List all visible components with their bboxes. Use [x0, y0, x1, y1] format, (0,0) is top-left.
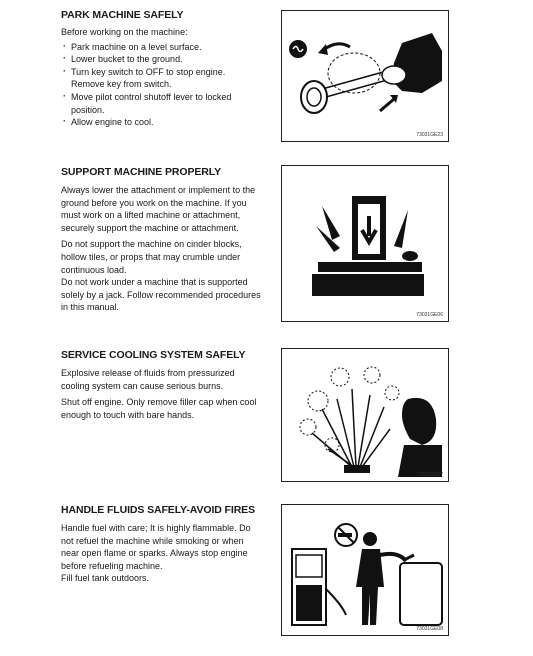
no-smoking-icon	[335, 524, 357, 546]
bullet-list	[61, 41, 261, 129]
figure-code: 73031GE23	[416, 132, 443, 138]
steam-burn-icon	[282, 349, 448, 481]
figure-cooling-system	[281, 348, 449, 482]
paragraph: Do not support the machine on cinder blocks, hollow tiles, or props that may crumble under continuous load.	[61, 239, 242, 275]
section-title: SUPPORT MACHINE PROPERLY	[61, 166, 221, 178]
bullet-item: · Allow engine to cool.	[61, 116, 261, 129]
bullet-item: · Move pilot control shutoff lever to locked position.	[61, 91, 261, 116]
figure-code: 73031GE08	[416, 626, 443, 632]
figure-code: 73031GE07	[416, 472, 443, 478]
section-title: PARK MACHINE SAFELY	[61, 9, 184, 21]
section-body	[61, 522, 261, 585]
figure-code: 73031GE06	[416, 312, 443, 318]
intro-text: Before working on the machine:	[61, 27, 188, 37]
bullet-item: · Park machine on a level surface.	[61, 41, 261, 54]
paragraph: Do not work under a machine that is supported solely by a jack. Follow recommended procedures in this manual.	[61, 277, 261, 313]
paragraph: Explosive release of fluids from pressurized cooling system can cause serious burns.	[61, 368, 235, 391]
section-title: HANDLE FLUIDS SAFELY-AVOID FIRES	[61, 504, 255, 516]
section-body	[61, 184, 261, 314]
paragraph: Fill fuel tank outdoors.	[61, 573, 150, 584]
crushed-hand-icon	[282, 166, 448, 321]
bullet-item: · Turn key switch to OFF to stop engine. Remove key from switch.	[61, 66, 261, 91]
bullet-item: · Lower bucket to the ground.	[61, 53, 261, 66]
paragraph: Handle fuel with care; It is highly flammable. Do not refuel the machine while smoking or when near open flame or sparks. Always stop engine before refueling machine.	[61, 523, 251, 571]
figure-handle-fluids	[281, 504, 449, 636]
key-switch-icon	[282, 11, 448, 141]
figure-support-machine	[281, 165, 449, 322]
fuel-pump-icon	[282, 505, 448, 635]
paragraph: Shut off engine. Only remove filler cap when cool enough to touch with bare hands.	[61, 397, 257, 420]
paragraph: Always lower the attachment or implement to the ground before you work on the machine. If you must work on a lifted machine or attachment, securely support the machine or attachment.	[61, 185, 256, 233]
section-body	[61, 367, 261, 421]
section-body	[61, 26, 261, 129]
section-title: SERVICE COOLING SYSTEM SAFELY	[61, 349, 246, 361]
figure-key-switch	[281, 10, 449, 142]
